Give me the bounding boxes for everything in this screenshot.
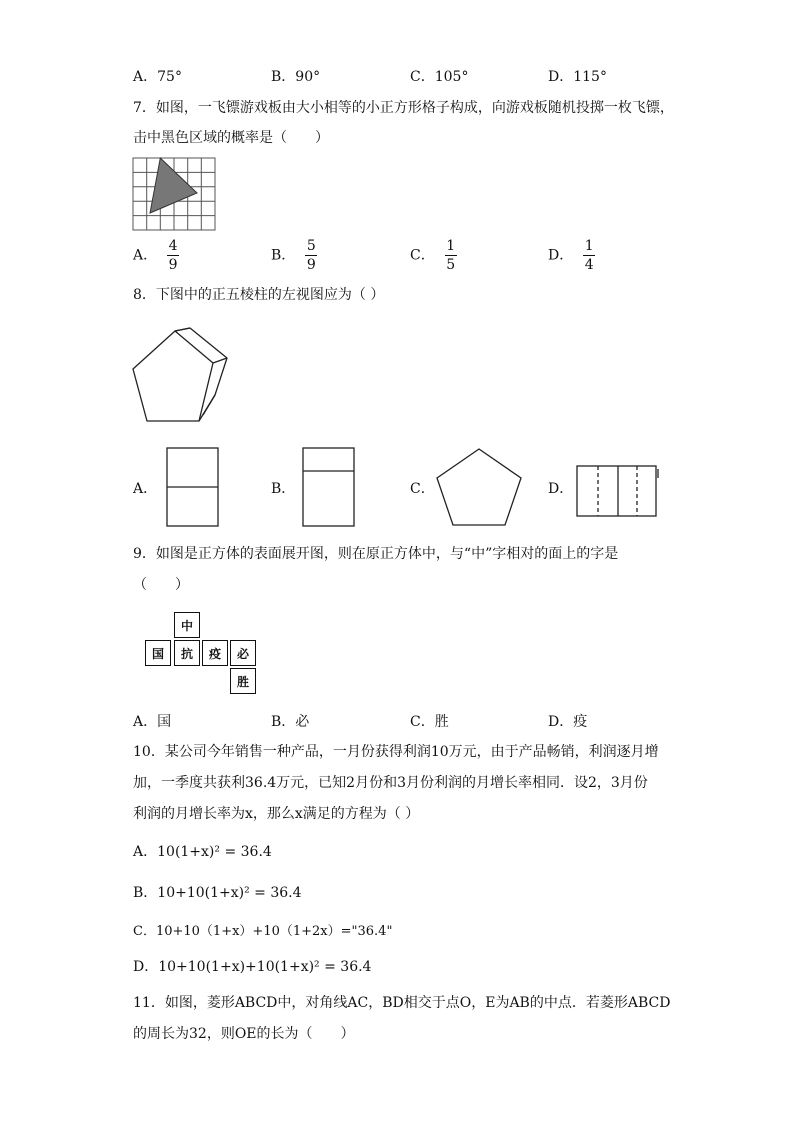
option-text: 疫 [573,714,588,730]
option-letter: A． [133,69,158,85]
option-letter: B． [271,69,296,85]
q9-option-c [410,711,449,731]
q6-option-d [548,66,607,86]
option-letter: A． [133,714,158,730]
q10-option-a [133,841,272,861]
q7-stem-line1: 7．如图，一飞镖游戏板由大小相等的小正方形格子构成，向游戏板随机投掷一枚飞镖， [133,100,674,116]
q7-option-c [410,238,457,273]
option-letter: A． [133,247,158,264]
q7-option-d [548,238,595,273]
option-letter: B． [271,714,296,730]
option-letter: D． [548,247,574,264]
option-letter: C． [410,69,435,85]
q11-stem-line1: 11．如图，菱形ABCD中，对角线AC，BD相交于点O，E为AB的中点．若菱形ABCD [133,995,671,1011]
option-text: 必 [295,714,310,730]
denominator: 9 [168,257,178,273]
option-letter: A． [133,844,158,860]
q7-stem-line2: 击中黑色区域的概率是（ ） [133,130,329,146]
option-text: 75° [157,69,182,85]
net-face-3: 疫 [202,640,228,666]
fraction [445,238,457,273]
q10-stem-line3: 利润的月增长率为x，那么x满足的方程为（ ） [133,806,420,822]
option-equation: 10(1+x)² = 36.4 [157,844,272,860]
numerator: 5 [306,238,316,254]
q11-stem-line2: 的周长为32，则OE的长为（ ） [133,1026,355,1042]
q9-stem-line1: 9．如图是正方体的表面展开图，则在原正方体中，与“中”字相对的面上的字是 [133,546,619,562]
q8-option-c-figure[interactable] [434,446,524,528]
cube-net-figure [145,612,260,696]
option-text: 胜 [434,714,449,730]
q8-option-b-figure[interactable] [302,446,356,528]
numerator: 1 [584,238,594,254]
q7-option-b [271,238,317,273]
fraction [305,238,317,273]
net-face-2: 抗 [174,640,200,666]
option-letter: B． [271,247,296,264]
option-equation: 10+10（1+x）+10（1+2x）="36.4" [155,924,393,939]
q10-stem-line1: 10．某公司今年销售一种产品，一月份获得利润10万元，由于产品畅销，利润逐月增 [133,744,659,760]
q8-stem: 8．下图中的正五棱柱的左视图应为（ ） [133,287,385,303]
option-text: 90° [295,69,321,85]
q7-option-a [133,238,179,273]
net-face-1: 国 [145,640,171,666]
q9-option-a [133,711,171,731]
option-equation: 10+10(1+x)² = 36.4 [157,885,302,901]
q8-option-c-label: C． [410,481,435,497]
denominator: 4 [584,257,594,273]
net-face-top: 中 [174,612,200,638]
option-letter: D． [133,959,159,975]
numerator: 4 [168,238,178,254]
q9-stem-line2: （ ） [133,577,189,593]
option-letter: D． [548,714,574,730]
q10-option-b [133,882,302,902]
option-equation: 10+10(1+x)+10(1+x)² = 36.4 [158,959,372,975]
denominator: 5 [446,257,456,273]
option-letter: B． [133,885,158,901]
option-text: 115° [573,69,607,85]
fraction [583,238,595,273]
option-text: 国 [157,714,172,730]
net-face-bottom: 胜 [230,668,256,694]
q8-option-a-figure[interactable] [166,446,220,528]
option-text: 105° [434,69,469,85]
q10-stem-line2: 加，一季度共获利36.4万元，已知2月份和3月份利润的月增长率相同．设2，3月份 [133,775,648,791]
option-letter: C． [133,924,156,939]
q9-option-b [271,711,309,731]
q6-option-b [271,66,320,86]
q6-option-a [133,66,182,86]
q9-option-d [548,711,587,731]
net-face-4: 必 [230,640,256,666]
q8-option-b-label: B． [271,481,296,497]
denominator: 9 [306,257,316,273]
dartboard-figure [132,157,216,231]
option-letter: C． [410,714,435,730]
option-letter: C． [410,247,435,264]
q8-option-d-figure[interactable] [576,464,660,518]
option-letter: D． [548,69,574,85]
fraction [167,238,179,273]
numerator: 1 [446,238,456,254]
q8-option-a-label: A． [133,481,158,497]
q6-option-c [410,66,468,86]
pentagonal-prism-figure [125,325,235,425]
q10-option-c [133,920,392,939]
q8-option-d-label: D． [548,481,574,497]
q10-option-d [133,956,371,976]
